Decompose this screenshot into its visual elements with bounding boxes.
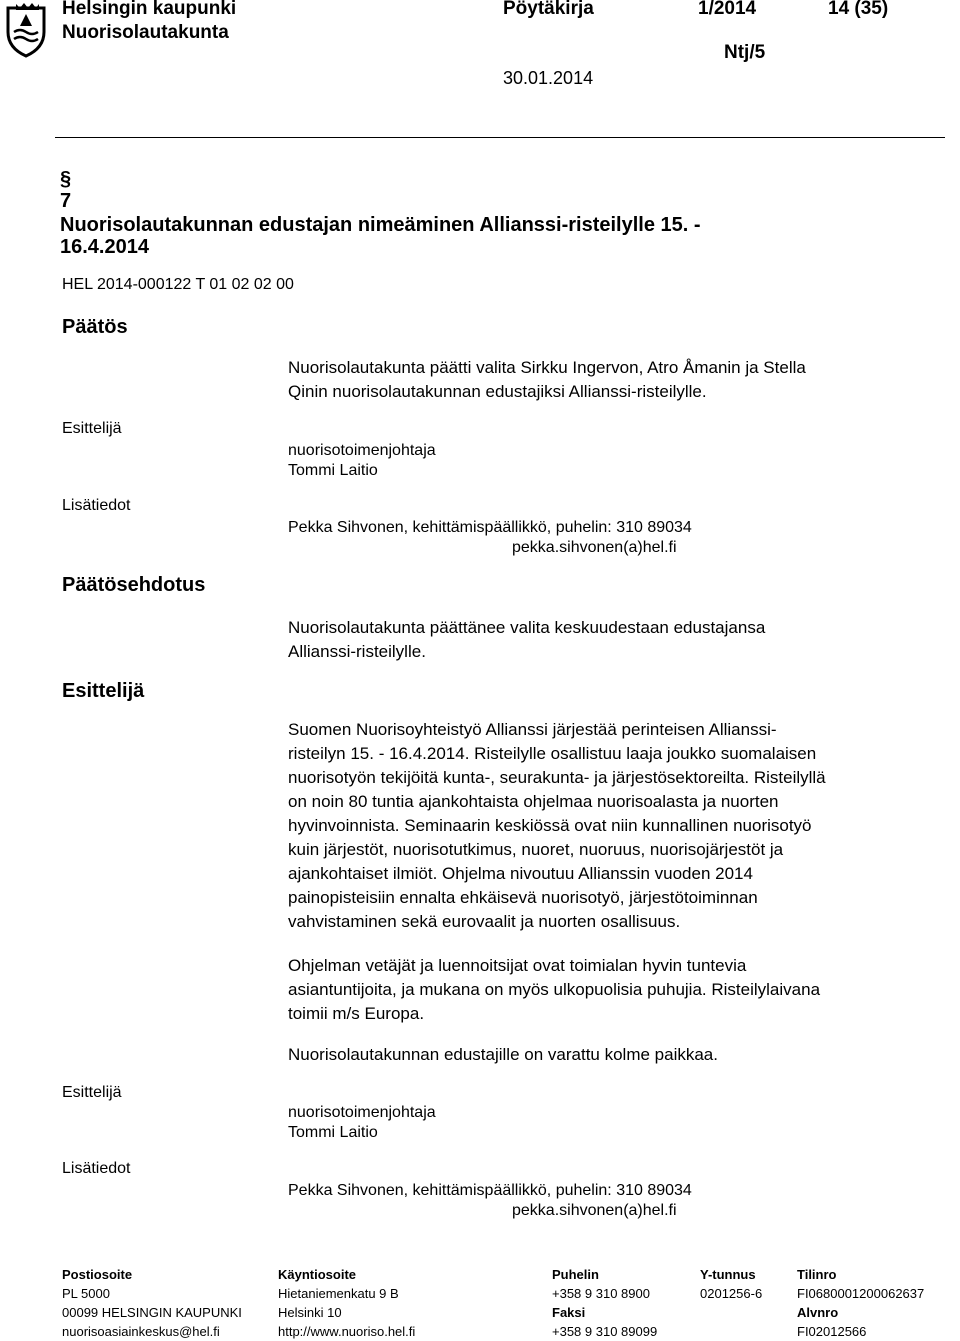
footer-visit-heading: Käyntiosoite [278,1267,357,1282]
paragraph-line: nuorisotyön tekijöitä kunta-, seurakunta- ja järjestösektoreilta. Risteilyllä [288,768,826,787]
section-number: 7 [60,190,72,212]
paragraph-line: vahvistaminen sekä eurovaalit ja nuorten osallisuus. [288,912,681,931]
decision-info-label: Lisätiedot [62,497,131,514]
paragraph-line: on noin 80 tuntia ajankohtaista ohjelmaa nuorisoalasta ja nuorten [288,792,779,811]
footer-account [797,1265,924,1341]
decision-heading: Päätös [62,316,128,338]
section-title-line1: Nuorisolautakunnan edustajan nimeäminen Allianssi-risteilylle 15. - [60,214,701,236]
helsinki-coat-of-arms-logo [2,2,50,58]
footer-ytunnus-heading: Y-tunnus [700,1267,756,1282]
section-title-line2: 16.4.2014 [60,236,149,258]
paragraph-line: risteilyn 15. - 16.4.2014. Risteilylle osallistuu laaja joukko suomalaisen [288,744,817,763]
footer-postal [62,1265,242,1341]
paragraph-line: asiantuntijoita, ja mukana on myös ulkopuolisia puhujia. Risteilylaivana [288,980,821,999]
proposal-paragraph-3: Nuorisolautakunnan edustajille on varattu kolme paikkaa. [288,1045,718,1064]
proposal-text-line2: Allianssi-risteilylle. [288,642,426,661]
footer-visit-line1: Hietaniemenkatu 9 B [278,1286,399,1301]
diary-number: HEL 2014-000122 T 01 02 02 00 [62,276,294,293]
paragraph-line: Ohjelman vetäjät ja luennoitsijat ovat toimialan hyvin tuntevia [288,956,747,975]
proposal-heading: Päätösehdotus [62,574,206,596]
footer-fax-heading: Faksi [552,1305,586,1320]
footer-alvnro-heading: Alvnro [797,1305,839,1320]
proposal-paragraph-2 [288,954,948,1026]
paragraph-line: hyvinvoinnista. Seminaarin keskiössä ovat niin kunnallinen nuorisotyö [288,816,812,835]
header-meeting-no: 1/2014 [698,0,757,19]
footer-ytunnus-value: 0201256-6 [700,1286,763,1301]
proposal-info-label: Lisätiedot [62,1160,131,1177]
proposal-info-line1: Pekka Sihvonen, kehittämispäällikkö, puhelin: 310 89034 [288,1182,692,1199]
header-doc-type: Pöytäkirja [503,0,594,19]
paragraph-line: ajankohtaiset ilmiöt. Ohjelma nivoutuu Allianssin vuoden 2014 [288,864,753,883]
footer-account-number: FI0680001200062637 [797,1286,925,1301]
section-symbol: § [60,168,72,190]
paragraph-line: kuin järjestöt, nuorisotutkimus, nuoret, nuoruus, nuorisojärjestöt ja [288,840,784,859]
paragraph-line: painopisteisiin ennalta ehkäisevä nuorisotyö, järjestötoiminnan [288,888,758,907]
proposal-presenter-label: Esittelijä [62,1084,122,1101]
decision-presenter-name: Tommi Laitio [288,462,378,479]
header-dept: Nuorisolautakunta [62,22,229,43]
decision-text-line1: Nuorisolautakunta päätti valita Sirkku Ingervon, Atro Åmanin ja Stella [288,358,806,377]
footer-phone-number: +358 9 310 8900 [552,1286,650,1301]
proposal-presenter-heading: Esittelijä [62,680,145,702]
paragraph-line: Suomen Nuorisoyhteistyö Allianssi järjestää perinteisen Allianssi- [288,720,777,739]
footer-account-heading: Tilinro [797,1267,837,1282]
footer-postal-heading: Postiosoite [62,1267,133,1282]
decision-presenter-label: Esittelijä [62,420,122,437]
decision-info-email: pekka.sihvonen(a)hel.fi [512,539,677,556]
header-date: 30.01.2014 [503,68,594,88]
footer-phone [552,1265,657,1341]
footer-alvnro-value: FI02012566 [797,1324,867,1339]
footer-visit-line2: Helsinki 10 [278,1305,342,1320]
header-item-code: Ntj/5 [724,42,766,63]
proposal-text-line1: Nuorisolautakunta päättänee valita keskuudestaan edustajansa [288,618,766,637]
proposal-info-email: pekka.sihvonen(a)hel.fi [512,1202,677,1219]
paragraph-line: toimii m/s Europa. [288,1004,425,1023]
footer-ytunnus [700,1265,762,1303]
footer-visit-url: http://www.nuoriso.hel.fi [278,1324,416,1339]
proposal-presenter-name: Tommi Laitio [288,1124,378,1141]
decision-info-line1: Pekka Sihvonen, kehittämispäällikkö, puhelin: 310 89034 [288,519,692,536]
footer-fax-number: +358 9 310 89099 [552,1324,658,1339]
header-rule [55,137,945,138]
footer-postal-line2: 00099 HELSINGIN KAUPUNKI [62,1305,242,1320]
header-page: 14 (35) [828,0,889,19]
proposal-presenter-title: nuorisotoimenjohtaja [288,1104,436,1121]
footer-postal-line1: PL 5000 [62,1286,110,1301]
decision-text-line2: Qinin nuorisolautakunnan edustajiksi Allianssi-risteilylle. [288,382,707,401]
header-org: Helsingin kaupunki [62,0,237,19]
footer-visit [278,1265,415,1341]
footer-phone-heading: Puhelin [552,1267,599,1282]
decision-presenter-title: nuorisotoimenjohtaja [288,442,436,459]
footer-postal-email: nuorisoasiainkeskus@hel.fi [62,1324,220,1339]
proposal-paragraph-1 [288,718,948,934]
